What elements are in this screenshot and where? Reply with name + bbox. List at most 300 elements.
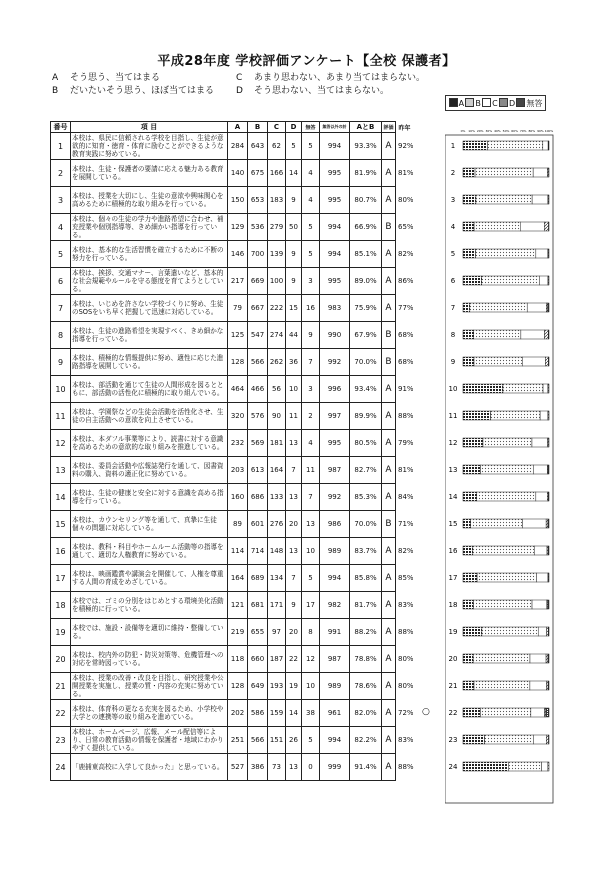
cell-b: 700	[248, 241, 268, 268]
cell-eval: A	[382, 565, 396, 592]
cell-na: 0	[302, 754, 320, 781]
cell-no: 15	[51, 511, 71, 538]
bar-segment-B	[473, 600, 532, 609]
axis-tick-label: 70%	[519, 129, 527, 133]
cell-na: 3	[302, 268, 320, 295]
cell-a: 89	[228, 511, 248, 538]
cell-prev: 82%	[398, 250, 414, 258]
cell-b: 466	[248, 376, 268, 403]
cell-c: 276	[268, 511, 286, 538]
cell-d: 44	[286, 322, 302, 349]
cell-item: 本校では、施設・設備等を適切に維持・整備している。	[71, 619, 228, 646]
cell-prev: 86%	[398, 277, 414, 285]
cell-d: 15	[286, 295, 302, 322]
cell-a: 232	[228, 430, 248, 457]
axis-tick-label: 90%	[537, 129, 544, 133]
header-item: 項 目	[71, 122, 228, 133]
axis-tick-label: 0%	[460, 129, 466, 133]
legend-item-3	[499, 98, 515, 108]
bar-segment-C	[542, 762, 548, 771]
cell-b: 669	[248, 268, 268, 295]
cell-b: 586	[248, 700, 268, 727]
cell-prev: 65%	[398, 223, 414, 231]
cell-c: 151	[268, 727, 286, 754]
table-row	[51, 349, 414, 376]
axis-tick-label: 100%	[544, 129, 554, 133]
cell-ab: 85.1%	[350, 241, 382, 268]
page-title: 平成28年度 学校評価アンケート【全校 保護者】	[157, 54, 456, 69]
cell-na: 8	[302, 619, 320, 646]
cell-na: 9	[302, 322, 320, 349]
cell-no: 14	[51, 484, 71, 511]
cell-item: 本校は、委員会活動や広報誌発行を通して、図書資料の購入、資料の適正化に努めている。	[71, 457, 228, 484]
cell-no: 19	[51, 619, 71, 646]
bar-segment-C	[543, 141, 548, 150]
cell-item: 「鹿捕東高校に入学して良かった」と思っている。	[71, 754, 228, 781]
cell-b: 681	[248, 592, 268, 619]
cell-eval: A	[382, 160, 396, 187]
header-eval: 評価	[382, 122, 396, 133]
cell-na: 7	[302, 349, 320, 376]
cell-ab: 80.5%	[350, 430, 382, 457]
cell-no: 11	[51, 403, 71, 430]
bar-segment-C	[532, 600, 547, 609]
cell-no: 20	[51, 646, 71, 673]
bar-segment-D	[544, 222, 548, 231]
cell-eval: A	[382, 403, 396, 430]
category-label: 10	[448, 385, 458, 393]
cell-eval: A	[382, 457, 396, 484]
cell-na: 4	[302, 430, 320, 457]
cell-total: 994	[320, 241, 350, 268]
cell-d: 9	[286, 592, 302, 619]
bar-segment-B	[474, 357, 523, 366]
cell-total: 992	[320, 484, 350, 511]
scale-d: D そう思わない、当てはまらない。	[236, 86, 390, 96]
category-label: 14	[448, 493, 458, 501]
cell-na: 16	[302, 295, 320, 322]
bar-segment-B	[476, 195, 532, 204]
table-row	[51, 538, 414, 565]
bar-segment-B	[508, 762, 541, 771]
table-header-row	[51, 122, 414, 133]
bar-segment-C	[536, 249, 548, 258]
cell-item: 本校では、ゴミの分別をはじめとする環境美化活動を積極的に行っている。	[71, 592, 228, 619]
cell-no: 1	[51, 133, 71, 160]
legend-swatch	[482, 98, 491, 107]
cell-no: 8	[51, 322, 71, 349]
legend-item-1	[465, 98, 481, 108]
axis-tick-label: 40%	[494, 129, 501, 133]
bar-segment-A	[463, 465, 480, 474]
cell-item: 本校は、基本的な生活習慣を確立するために不断の努力を行っている。	[71, 241, 228, 268]
category-label: 1	[450, 142, 456, 150]
cell-no: 3	[51, 187, 71, 214]
bar-segment-A	[463, 276, 482, 285]
bar-segment-B	[485, 735, 534, 744]
category-label: 15	[448, 520, 458, 528]
cell-eval: B	[382, 349, 396, 376]
cell-a: 527	[228, 754, 248, 781]
bar-segment-B	[482, 276, 540, 285]
cell-c: 159	[268, 700, 286, 727]
cell-c: 181	[268, 430, 286, 457]
category-label: 13	[448, 466, 458, 474]
cell-b: 649	[248, 673, 268, 700]
cell-eval: A	[382, 592, 396, 619]
cell-total: 995	[320, 160, 350, 187]
cell-na: 5	[302, 133, 320, 160]
legend-swatch	[516, 98, 525, 107]
header-prev: 昨年	[398, 124, 411, 132]
cell-prev: 80%	[398, 682, 414, 690]
header-d: D	[286, 122, 302, 133]
cell-item: 本校は、体育科の更なる充実を図るため、小学校や大学との連携等の取り組みを進めている。	[71, 700, 228, 727]
legend-label: B	[475, 99, 481, 108]
cell-eval: A	[382, 133, 396, 160]
cell-total: 989	[320, 673, 350, 700]
cell-no: 23	[51, 727, 71, 754]
cell-item: 本校は、ホームページ、広報、メール配信等により、日常の教育活動の情報を保護者・地域にわかりやすく提供している。	[71, 727, 228, 754]
cell-eval: A	[382, 187, 396, 214]
cell-na: 5	[302, 727, 320, 754]
cell-a: 128	[228, 673, 248, 700]
cell-c: 164	[268, 457, 286, 484]
cell-a: 251	[228, 727, 248, 754]
bar-segment-無答	[548, 519, 549, 528]
legend-label: 無答	[526, 98, 543, 108]
cell-a: 202	[228, 700, 248, 727]
cell-b: 655	[248, 619, 268, 646]
cell-d: 14	[286, 700, 302, 727]
table-row	[51, 322, 414, 349]
cell-c: 166	[268, 160, 286, 187]
category-label: 9	[450, 358, 456, 366]
bar-segment-無答	[548, 465, 549, 474]
cell-no: 4	[51, 214, 71, 241]
bar-segment-無答	[548, 546, 549, 555]
bar-segment-A	[463, 735, 485, 744]
bar-segment-A	[463, 654, 473, 663]
header-na: 無答	[302, 122, 320, 133]
cell-item: 本校は、学園祭などの生徒会活動を活性化させ、生徒の自主活動への意欲を向上させている。	[71, 403, 228, 430]
table-row	[51, 457, 414, 484]
cell-ab: 67.9%	[350, 322, 382, 349]
cell-item: 本校は、教科・科目やホームルーム活動等の指導を通して、適切な人権教育に努めている。	[71, 538, 228, 565]
cell-d: 14	[286, 160, 302, 187]
cell-c: 148	[268, 538, 286, 565]
cell-eval: A	[382, 376, 396, 403]
cell-b: 675	[248, 160, 268, 187]
legend-item-2	[482, 98, 498, 108]
cell-na: 3	[302, 376, 320, 403]
bar-segment-C	[534, 546, 547, 555]
cell-na: 17	[302, 592, 320, 619]
cell-no: 6	[51, 268, 71, 295]
cell-ab: 93.4%	[350, 376, 382, 403]
bar-segment-A	[463, 762, 508, 771]
category-label: 20	[448, 655, 458, 663]
cell-d: 22	[286, 646, 302, 673]
cell-item: 本校は、校内外の防犯・防災対策等、危機管理への対応を常時図っている。	[71, 646, 228, 673]
legend-item-4	[516, 98, 542, 109]
bar-segment-B	[473, 546, 534, 555]
bar-segment-無答	[548, 492, 549, 501]
stacked-bar-chart	[445, 125, 555, 805]
cell-c: 139	[268, 241, 286, 268]
cell-a: 217	[228, 268, 248, 295]
cell-total: 991	[320, 619, 350, 646]
cell-prev: 82%	[398, 547, 414, 555]
cell-total: 986	[320, 511, 350, 538]
cell-d: 36	[286, 349, 302, 376]
cell-eval: A	[382, 484, 396, 511]
bar-segment-A	[463, 303, 470, 312]
cell-d: 20	[286, 511, 302, 538]
bar-segment-C	[530, 654, 546, 663]
bar-segment-D	[546, 735, 548, 744]
cell-c: 62	[268, 133, 286, 160]
row-mark: ○	[422, 707, 430, 717]
bar-segment-C	[538, 627, 546, 636]
bar-segment-C	[536, 492, 547, 501]
bar-segment-C	[531, 708, 545, 717]
cell-c: 97	[268, 619, 286, 646]
axis-tick-label: 60%	[511, 129, 518, 133]
cell-eval: B	[382, 322, 396, 349]
cell-b: 667	[248, 295, 268, 322]
cell-total: 983	[320, 295, 350, 322]
cell-na: 5	[302, 241, 320, 268]
bar-segment-無答	[548, 600, 549, 609]
cell-a: 118	[228, 646, 248, 673]
cell-prev: 80%	[398, 196, 414, 204]
bar-segment-B	[480, 465, 533, 474]
cell-na: 10	[302, 538, 320, 565]
cell-total: 990	[320, 322, 350, 349]
axis-tick-label: 80%	[528, 129, 536, 133]
scale-a: A そう思う、当てはまる	[52, 73, 161, 83]
legend-label: D	[508, 99, 516, 108]
bar-segment-B	[474, 330, 521, 339]
cell-total: 982	[320, 592, 350, 619]
bar-segment-C	[543, 384, 548, 393]
table-row	[51, 160, 414, 187]
cell-prev: 68%	[398, 331, 414, 339]
cell-ab: 82.2%	[350, 727, 382, 754]
table-row	[51, 619, 414, 646]
cell-b: 613	[248, 457, 268, 484]
bar-segment-A	[463, 546, 473, 555]
cell-d: 20	[286, 619, 302, 646]
bar-segment-A	[463, 627, 482, 636]
cell-d: 13	[286, 538, 302, 565]
bar-segment-A	[463, 519, 471, 528]
category-label: 16	[448, 547, 458, 555]
cell-b: 689	[248, 565, 268, 592]
bar-segment-B	[474, 681, 530, 690]
category-label: 3	[450, 196, 456, 204]
bar-segment-C	[527, 303, 546, 312]
cell-d: 26	[286, 727, 302, 754]
cell-a: 464	[228, 376, 248, 403]
cell-c: 133	[268, 484, 286, 511]
legend-item-0	[449, 98, 464, 108]
cell-b: 686	[248, 484, 268, 511]
cell-item: 本校は、カウンセリング等を通して、真摯に生徒個々の問題に対応している。	[71, 511, 228, 538]
table-row	[51, 754, 414, 781]
bar-segment-D	[546, 654, 548, 663]
table-row	[51, 376, 414, 403]
cell-a: 129	[228, 214, 248, 241]
cell-total: 961	[320, 700, 350, 727]
cell-d: 9	[286, 241, 302, 268]
cell-eval: A	[382, 538, 396, 565]
cell-eval: A	[382, 430, 396, 457]
cell-total: 996	[320, 376, 350, 403]
cell-item: 本校は、授業の改善・改良を目指し、研究授業や公開授業を実施し、授業の質・内容の充実に努めている。	[71, 673, 228, 700]
scale-legend-right	[236, 72, 425, 98]
table-row	[51, 511, 414, 538]
cell-c: 90	[268, 403, 286, 430]
cell-no: 10	[51, 376, 71, 403]
bar-segment-A	[463, 411, 491, 420]
category-label: 18	[448, 601, 458, 609]
cell-total: 987	[320, 457, 350, 484]
bar-segment-B	[473, 654, 530, 663]
category-label: 22	[448, 709, 458, 717]
scale-b: B だいたいそう思う、ほぼ当てはまる	[52, 86, 215, 96]
cell-total: 997	[320, 403, 350, 430]
bar-segment-無答	[548, 654, 549, 663]
cell-prev: 84%	[398, 493, 414, 501]
cell-ab: 81.9%	[350, 160, 382, 187]
cell-prev: 88%	[398, 412, 414, 420]
cell-no: 17	[51, 565, 71, 592]
category-label: 2	[450, 169, 456, 177]
cell-b: 653	[248, 187, 268, 214]
cell-c: 56	[268, 376, 286, 403]
cell-ab: 85.8%	[350, 565, 382, 592]
cell-eval: A	[382, 754, 396, 781]
cell-prev: 92%	[398, 142, 414, 150]
header-c: C	[268, 122, 286, 133]
cell-b: 576	[248, 403, 268, 430]
cell-ab: 78.8%	[350, 646, 382, 673]
cell-no: 24	[51, 754, 71, 781]
table-row	[51, 268, 414, 295]
category-label: 17	[448, 574, 458, 582]
category-label: 24	[448, 763, 458, 771]
cell-ab: 93.3%	[350, 133, 382, 160]
bar-segment-B	[480, 708, 530, 717]
cell-ab: 82.0%	[350, 700, 382, 727]
cell-na: 12	[302, 646, 320, 673]
bar-segment-A	[463, 141, 487, 150]
cell-no: 2	[51, 160, 71, 187]
cell-b: 547	[248, 322, 268, 349]
bar-segment-A	[463, 168, 475, 177]
table-row	[51, 241, 414, 268]
axis-tick-label: 20%	[476, 129, 484, 133]
bar-segment-無答	[548, 303, 549, 312]
bar-segment-A	[463, 708, 480, 717]
bar-segment-D	[547, 627, 549, 636]
cell-d: 50	[286, 214, 302, 241]
cell-item: 本校は、県民に信頼される学校を目指し、生徒が意欲的に知育・徳育・体育に励むことができるような教育実践に努めている。	[71, 133, 228, 160]
cell-c: 183	[268, 187, 286, 214]
cell-a: 284	[228, 133, 248, 160]
bar-segment-C	[522, 519, 546, 528]
bar-segment-無答	[548, 357, 549, 366]
cell-b: 601	[248, 511, 268, 538]
survey-table	[50, 121, 414, 781]
cell-no: 5	[51, 241, 71, 268]
table-row	[51, 133, 414, 160]
cell-prev: 88%	[398, 628, 414, 636]
cell-no: 22	[51, 700, 71, 727]
cell-na: 2	[302, 403, 320, 430]
cell-c: 262	[268, 349, 286, 376]
cell-no: 9	[51, 349, 71, 376]
cell-d: 9	[286, 268, 302, 295]
category-label: 21	[448, 682, 458, 690]
bar-segment-B	[476, 249, 536, 258]
bar-segment-B	[475, 168, 533, 177]
bar-segment-C	[530, 681, 547, 690]
header-a: A	[228, 122, 248, 133]
axis-tick-label: 30%	[485, 129, 493, 133]
cell-c: 171	[268, 592, 286, 619]
cell-total: 994	[320, 727, 350, 754]
cell-ab: 91.4%	[350, 754, 382, 781]
table-row	[51, 214, 414, 241]
legend-swatch	[499, 98, 508, 107]
cell-eval: A	[382, 295, 396, 322]
cell-item: 本校は、部活動を通じて生徒の人間形成を図るとともに、部活動の活性化に積極的に取り組んでいる。	[71, 376, 228, 403]
bar-segment-B	[503, 384, 543, 393]
cell-a: 146	[228, 241, 248, 268]
category-label: 5	[450, 250, 456, 258]
bar-segment-D	[544, 330, 548, 339]
cell-no: 16	[51, 538, 71, 565]
cell-ab: 66.9%	[350, 214, 382, 241]
cell-a: 79	[228, 295, 248, 322]
bar-segment-C	[533, 168, 547, 177]
bar-segment-A	[463, 438, 483, 447]
cell-d: 13	[286, 430, 302, 457]
cell-na: 38	[302, 700, 320, 727]
cell-b: 714	[248, 538, 268, 565]
cell-ab: 81.7%	[350, 592, 382, 619]
cell-ab: 70.0%	[350, 349, 382, 376]
cell-d: 7	[286, 565, 302, 592]
cell-a: 320	[228, 403, 248, 430]
bar-segment-B	[471, 519, 523, 528]
cell-ab: 89.9%	[350, 403, 382, 430]
cell-a: 128	[228, 349, 248, 376]
cell-total: 992	[320, 349, 350, 376]
cell-total: 994	[320, 133, 350, 160]
cell-item: 本校は、生徒・保護者の要請に応える魅力ある教育を展開している。	[71, 160, 228, 187]
cell-na: 11	[302, 457, 320, 484]
cell-total: 994	[320, 565, 350, 592]
cell-d: 19	[286, 673, 302, 700]
legend-swatch	[465, 98, 474, 107]
table-row	[51, 673, 414, 700]
bar-segment-無答	[546, 708, 549, 717]
bar-segment-B	[487, 141, 542, 150]
